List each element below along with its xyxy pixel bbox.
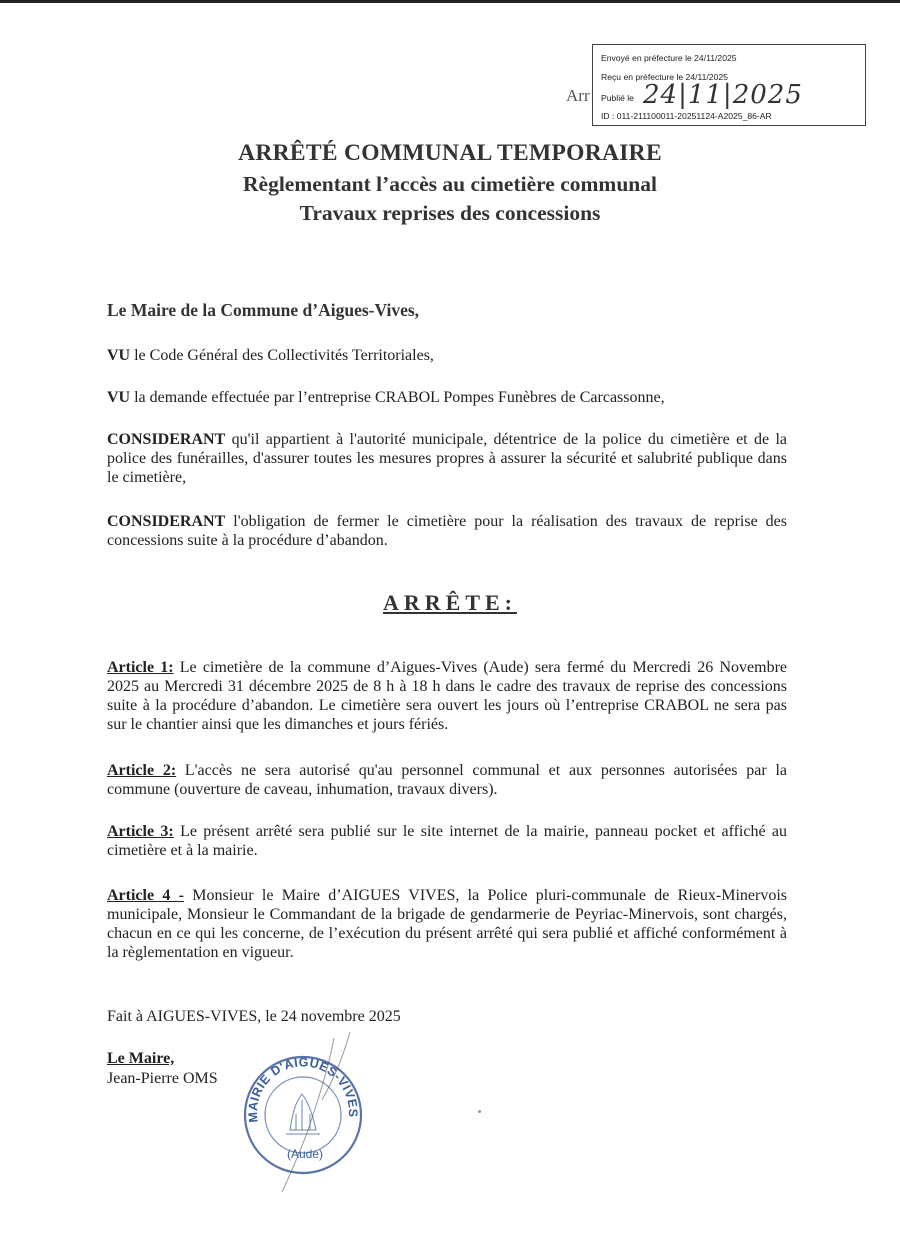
mayor-intro: Le Maire de la Commune d’Aigues-Vives, <box>107 300 420 320</box>
article-3 <box>107 822 787 860</box>
vu-clause-1 <box>107 346 787 365</box>
speck-mark <box>478 1110 481 1113</box>
stamp-publie-handwritten-date: 24|11|2025 <box>643 80 803 110</box>
page-top-border <box>0 0 900 3</box>
considerant-clause-1 <box>107 430 787 487</box>
arrete-heading: ARRÊTE: <box>382 590 517 615</box>
signature-title: Le Maire, <box>107 1050 175 1067</box>
vu-text: la demande effectuée par l’entreprise CRABOL Pompes Funèbres de Carcassonne, <box>130 389 665 406</box>
considerant-text: qu'il appartient à l'autorité municipale, détentrice de la police du cimetière et de la police des funérailles, d'assurer toutes les mesures propres à assurer la sécurité et salubrité publique dans le cimetière, <box>107 431 787 486</box>
considerant-text: l'obligation de fermer le cimetière pour la réalisation des travaux de reprise des concessions suite à la procédure d’abandon. <box>107 513 787 549</box>
stamp-recu: Reçu en préfecture le 24/11/2025 <box>601 72 728 82</box>
considerant-lead: CONSIDERANT <box>107 431 226 448</box>
article-label: Article 2: <box>107 762 177 779</box>
vu-clause-2 <box>107 388 787 407</box>
svg-text:MAIRIE D'AIGUES-VIVES <box>246 1055 360 1123</box>
article-text: Le présent arrêté sera publié sur le site internet de la mairie, panneau pocket et affiché au cimetière et à la mairie. <box>107 823 788 859</box>
article-4 <box>107 886 787 962</box>
fait-a-line: Fait à AIGUES-VIVES, le 24 novembre 2025 <box>107 1008 401 1025</box>
document-subtitle-2: Travaux reprises des concessions <box>299 201 601 225</box>
document-subtitle: Règlementant l’accès au cimetière communal <box>243 172 657 196</box>
article-1 <box>107 658 787 734</box>
vu-text: le Code Général des Collectivités Territoriales, <box>130 347 434 364</box>
vu-lead: VU <box>107 347 131 364</box>
document-title: ARRÊTÉ COMMUNAL TEMPORAIRE <box>238 140 662 166</box>
article-label: Article 1: <box>107 659 174 676</box>
stamp-publie-label: Publié le <box>601 93 634 103</box>
article-text: Le cimetière de la commune d’Aigues-Vives (Aude) sera fermé du Mercredi 26 Novembre 2025 au Mercredi 31 décembre 2025 de 8 h à 18 h dans le cadre des travaux de reprise des concessions suite à la procédure d’abandon. Le cimetière sera ouvert les jours où l’entreprise CRABOL ne sera pas sur le chantier ainsi que les dimanches et jours fériés. <box>107 659 787 733</box>
article-2 <box>107 761 787 799</box>
arrete-fragment-text: Arr <box>566 86 590 105</box>
considerant-lead: CONSIDERANT <box>107 513 226 530</box>
prefecture-stamp <box>592 44 866 126</box>
seal-subtext: (Aude) <box>286 1147 324 1161</box>
signature-name: Jean-Pierre OMS <box>107 1070 218 1087</box>
article-text: L'accès ne sera autorisé qu'au personnel communal et aux personnes autorisées par la commune (ouverture de caveau, inhumation, travaux divers). <box>107 762 788 798</box>
stamp-id: ID : 011-211100011-20251124-A2025_86-AR <box>601 111 772 121</box>
mairie-seal-stamp <box>238 1030 368 1195</box>
article-label: Article 3: <box>107 823 174 840</box>
stamp-envoye: Envoyé en préfecture le 24/11/2025 <box>601 53 737 63</box>
considerant-clause-2 <box>107 512 787 550</box>
article-text: Monsieur le Maire d’AIGUES VIVES, la Police pluri-communale de Rieux-Minervois municipale, Monsieur le Commandant de la brigade de gendarmerie de Peyriac-Minervois, sont chargés, chacun en ce qui les concerne, de l’exécution du présent arrêté qui sera publié et affiché conformément à la règlementation en vigueur. <box>107 887 787 961</box>
article-label: Article 4 - <box>107 887 184 904</box>
vu-lead: VU <box>107 389 131 406</box>
seal-text: MAIRIE D'AIGUES-VIVES <box>245 1055 361 1124</box>
